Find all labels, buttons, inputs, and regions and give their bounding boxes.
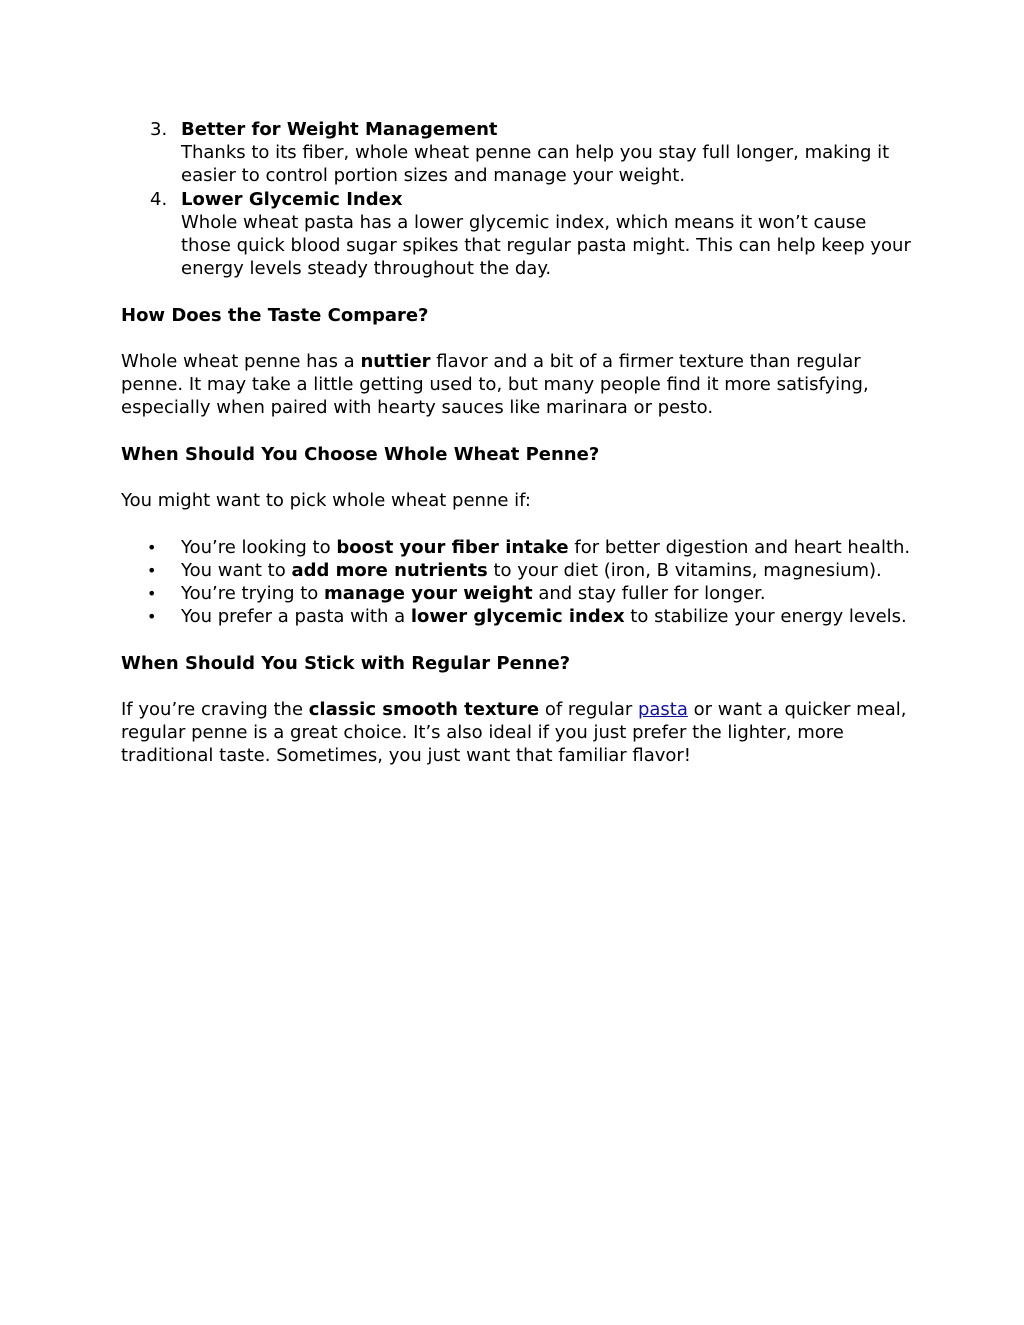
list-item-title: Better for Weight Management: [181, 119, 498, 140]
bullet-icon: •: [147, 607, 157, 627]
section-heading-choose-whole: When Should You Choose Whole Wheat Penne?: [121, 443, 600, 465]
list-item-title: Lower Glycemic Index: [181, 188, 403, 210]
section-heading-taste: How Does the Taste Compare?: [121, 304, 429, 326]
numbered-list-item: [121, 188, 911, 281]
pasta-link[interactable]: pasta: [637, 698, 688, 720]
bullet-icon: •: [147, 537, 157, 557]
list-number: 3.: [150, 119, 168, 140]
list-item-body: Thanks to its fiber, whole wheat penne can help you stay full longer, making it easier to control portion sizes and manage your weight.: [181, 142, 890, 187]
taste-paragraph: Whole wheat penne has a nuttier flavor and a bit of a firmer texture than regular penne. It may take a little getting used to, but many people find it more satisfying, especially when paired with hearty sauces like marinara or pesto.: [121, 351, 869, 419]
bullet-list-item: • You’re looking to boost your fiber intake for better digestion and heart health.: [147, 536, 911, 558]
section-heading-regular: When Should You Stick with Regular Penne?: [121, 652, 571, 674]
bullet-list-item: • You prefer a pasta with a lower glycemic index to stabilize your energy levels.: [147, 606, 907, 628]
list-number: 4.: [150, 188, 168, 210]
numbered-list-item: [121, 118, 911, 188]
document-page: [121, 118, 911, 768]
bullet-icon: •: [147, 560, 157, 580]
bullet-list-item: • You’re trying to manage your weight and stay fuller for longer.: [147, 582, 766, 604]
bullet-icon: •: [147, 583, 157, 603]
choose-whole-intro: You might want to pick whole wheat penne if:: [121, 490, 531, 512]
list-item-body: Whole wheat pasta has a lower glycemic index, which means it won’t cause those quick blood sugar spikes that regular pasta might. This can help keep your energy levels steady throughout the day.: [181, 211, 911, 280]
bullet-list-item: • You want to add more nutrients to your diet (iron, B vitamins, magnesium).: [147, 559, 882, 581]
regular-paragraph: If you’re craving the classic smooth texture of regular pasta or want a quicker meal, regular penne is a great choice. It’s also ideal if you just prefer the lighter, more traditional taste. Sometimes, you just want that familiar flavor!: [121, 698, 907, 767]
